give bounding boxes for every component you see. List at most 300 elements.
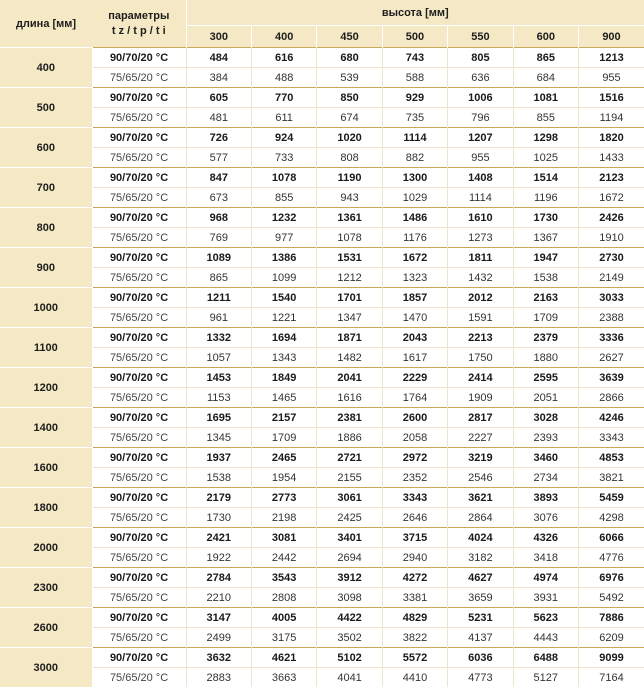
value-cell: 2627 xyxy=(579,348,644,368)
value-cell: 2694 xyxy=(317,548,382,568)
value-cell: 1695 xyxy=(186,408,251,428)
value-cell: 2041 xyxy=(317,368,382,388)
params-label: параметры xyxy=(92,9,186,24)
value-cell: 636 xyxy=(448,68,513,88)
value-cell: 2730 xyxy=(579,248,644,268)
value-cell: 2499 xyxy=(186,628,251,648)
value-cell: 1709 xyxy=(513,308,578,328)
value-cell: 2051 xyxy=(513,388,578,408)
params-sub: t z / t p / t i xyxy=(92,24,186,39)
value-cell: 6209 xyxy=(579,628,644,648)
value-cell: 588 xyxy=(382,68,447,88)
value-cell: 3033 xyxy=(579,288,644,308)
table-row xyxy=(0,68,644,88)
height-900: 900 xyxy=(579,26,644,48)
value-cell: 616 xyxy=(251,48,316,68)
value-cell: 5623 xyxy=(513,608,578,628)
value-cell: 4829 xyxy=(382,608,447,628)
params-header xyxy=(92,0,186,48)
value-cell: 3663 xyxy=(251,668,316,687)
value-cell: 2352 xyxy=(382,468,447,488)
value-cell: 1617 xyxy=(382,348,447,368)
table-row xyxy=(0,428,644,448)
value-cell: 2163 xyxy=(513,288,578,308)
value-cell: 4773 xyxy=(448,668,513,687)
value-cell: 1345 xyxy=(186,428,251,448)
value-cell: 2155 xyxy=(317,468,382,488)
length-cell: 2300 xyxy=(0,568,92,608)
length-cell: 3000 xyxy=(0,648,92,687)
value-cell: 743 xyxy=(382,48,447,68)
value-cell: 1273 xyxy=(448,228,513,248)
table-row xyxy=(0,228,644,248)
value-cell: 1408 xyxy=(448,168,513,188)
value-cell: 6036 xyxy=(448,648,513,668)
value-cell: 1730 xyxy=(513,208,578,228)
value-cell: 1453 xyxy=(186,368,251,388)
value-cell: 1910 xyxy=(579,228,644,248)
param-cell: 90/70/20 °C xyxy=(92,568,186,588)
value-cell: 2721 xyxy=(317,448,382,468)
param-cell: 90/70/20 °C xyxy=(92,48,186,68)
table-row xyxy=(0,508,644,528)
param-cell: 75/65/20 °C xyxy=(92,188,186,208)
table-row xyxy=(0,588,644,608)
table-body xyxy=(0,48,644,687)
value-cell: 769 xyxy=(186,228,251,248)
value-cell: 1343 xyxy=(251,348,316,368)
value-cell: 4137 xyxy=(448,628,513,648)
table-row xyxy=(0,188,644,208)
value-cell: 3621 xyxy=(448,488,513,508)
height-300: 300 xyxy=(186,26,251,48)
value-cell: 488 xyxy=(251,68,316,88)
value-cell: 3182 xyxy=(448,548,513,568)
value-cell: 2425 xyxy=(317,508,382,528)
length-header: длина [мм] xyxy=(0,0,92,48)
value-cell: 955 xyxy=(579,68,644,88)
value-cell: 1465 xyxy=(251,388,316,408)
value-cell: 4041 xyxy=(317,668,382,687)
value-cell: 1616 xyxy=(317,388,382,408)
value-cell: 1922 xyxy=(186,548,251,568)
value-cell: 1323 xyxy=(382,268,447,288)
value-cell: 384 xyxy=(186,68,251,88)
value-cell: 2784 xyxy=(186,568,251,588)
value-cell: 9099 xyxy=(579,648,644,668)
height-600: 600 xyxy=(513,26,578,48)
length-cell: 2600 xyxy=(0,608,92,648)
value-cell: 1610 xyxy=(448,208,513,228)
value-cell: 2442 xyxy=(251,548,316,568)
value-cell: 4621 xyxy=(251,648,316,668)
param-cell: 90/70/20 °C xyxy=(92,288,186,308)
value-cell: 855 xyxy=(251,188,316,208)
value-cell: 3822 xyxy=(382,628,447,648)
value-cell: 3175 xyxy=(251,628,316,648)
value-cell: 1176 xyxy=(382,228,447,248)
value-cell: 847 xyxy=(186,168,251,188)
value-cell: 3219 xyxy=(448,448,513,468)
value-cell: 1300 xyxy=(382,168,447,188)
value-cell: 3931 xyxy=(513,588,578,608)
length-cell: 700 xyxy=(0,168,92,208)
value-cell: 1089 xyxy=(186,248,251,268)
value-cell: 955 xyxy=(448,148,513,168)
value-cell: 1811 xyxy=(448,248,513,268)
value-cell: 2198 xyxy=(251,508,316,528)
value-cell: 1025 xyxy=(513,148,578,168)
table-row xyxy=(0,328,644,348)
value-cell: 4298 xyxy=(579,508,644,528)
value-cell: 2229 xyxy=(382,368,447,388)
value-cell: 1857 xyxy=(382,288,447,308)
value-cell: 808 xyxy=(317,148,382,168)
value-cell: 2595 xyxy=(513,368,578,388)
value-cell: 1694 xyxy=(251,328,316,348)
value-cell: 3639 xyxy=(579,368,644,388)
value-cell: 4410 xyxy=(382,668,447,687)
value-cell: 2421 xyxy=(186,528,251,548)
height-500: 500 xyxy=(382,26,447,48)
value-cell: 2864 xyxy=(448,508,513,528)
value-cell: 1078 xyxy=(251,168,316,188)
param-cell: 90/70/20 °C xyxy=(92,128,186,148)
value-cell: 3659 xyxy=(448,588,513,608)
value-cell: 3401 xyxy=(317,528,382,548)
param-cell: 90/70/20 °C xyxy=(92,368,186,388)
value-cell: 968 xyxy=(186,208,251,228)
value-cell: 1029 xyxy=(382,188,447,208)
value-cell: 3893 xyxy=(513,488,578,508)
value-cell: 1880 xyxy=(513,348,578,368)
value-cell: 1538 xyxy=(186,468,251,488)
value-cell: 3502 xyxy=(317,628,382,648)
value-cell: 2646 xyxy=(382,508,447,528)
value-cell: 3543 xyxy=(251,568,316,588)
table-row xyxy=(0,468,644,488)
value-cell: 1332 xyxy=(186,328,251,348)
value-cell: 6976 xyxy=(579,568,644,588)
value-cell: 1207 xyxy=(448,128,513,148)
param-cell: 75/65/20 °C xyxy=(92,388,186,408)
value-cell: 1298 xyxy=(513,128,578,148)
value-cell: 1081 xyxy=(513,88,578,108)
value-cell: 1764 xyxy=(382,388,447,408)
value-cell: 2734 xyxy=(513,468,578,488)
param-cell: 75/65/20 °C xyxy=(92,428,186,448)
value-cell: 1190 xyxy=(317,168,382,188)
value-cell: 5231 xyxy=(448,608,513,628)
value-cell: 4326 xyxy=(513,528,578,548)
value-cell: 3632 xyxy=(186,648,251,668)
length-cell: 1000 xyxy=(0,288,92,328)
table-row xyxy=(0,548,644,568)
table-row xyxy=(0,308,644,328)
length-cell: 600 xyxy=(0,128,92,168)
value-cell: 1386 xyxy=(251,248,316,268)
value-cell: 2388 xyxy=(579,308,644,328)
value-cell: 3147 xyxy=(186,608,251,628)
value-cell: 1486 xyxy=(382,208,447,228)
param-cell: 90/70/20 °C xyxy=(92,248,186,268)
value-cell: 1196 xyxy=(513,188,578,208)
param-cell: 90/70/20 °C xyxy=(92,488,186,508)
value-cell: 2179 xyxy=(186,488,251,508)
table-row xyxy=(0,528,644,548)
table-row xyxy=(0,108,644,128)
value-cell: 1432 xyxy=(448,268,513,288)
value-cell: 680 xyxy=(317,48,382,68)
header-row xyxy=(0,0,644,26)
param-cell: 90/70/20 °C xyxy=(92,168,186,188)
value-cell: 2866 xyxy=(579,388,644,408)
value-cell: 3028 xyxy=(513,408,578,428)
value-cell: 1886 xyxy=(317,428,382,448)
table-row xyxy=(0,348,644,368)
value-cell: 2210 xyxy=(186,588,251,608)
value-cell: 2546 xyxy=(448,468,513,488)
height-450: 450 xyxy=(317,26,382,48)
value-cell: 2043 xyxy=(382,328,447,348)
value-cell: 2123 xyxy=(579,168,644,188)
value-cell: 2817 xyxy=(448,408,513,428)
table-row xyxy=(0,668,644,687)
value-cell: 481 xyxy=(186,108,251,128)
value-cell: 1194 xyxy=(579,108,644,128)
table-row xyxy=(0,148,644,168)
value-cell: 684 xyxy=(513,68,578,88)
value-cell: 796 xyxy=(448,108,513,128)
value-cell: 3821 xyxy=(579,468,644,488)
value-cell: 977 xyxy=(251,228,316,248)
table-row xyxy=(0,288,644,308)
length-cell: 500 xyxy=(0,88,92,128)
length-cell: 400 xyxy=(0,48,92,88)
table-row xyxy=(0,168,644,188)
value-cell: 1367 xyxy=(513,228,578,248)
value-cell: 1221 xyxy=(251,308,316,328)
value-cell: 1114 xyxy=(382,128,447,148)
value-cell: 2808 xyxy=(251,588,316,608)
value-cell: 3912 xyxy=(317,568,382,588)
value-cell: 673 xyxy=(186,188,251,208)
table-row xyxy=(0,88,644,108)
value-cell: 1947 xyxy=(513,248,578,268)
table-row xyxy=(0,388,644,408)
value-cell: 1213 xyxy=(579,48,644,68)
param-cell: 90/70/20 °C xyxy=(92,648,186,668)
length-cell: 1800 xyxy=(0,488,92,528)
table-row xyxy=(0,368,644,388)
table-row xyxy=(0,208,644,228)
param-cell: 75/65/20 °C xyxy=(92,228,186,248)
height-header: высота [мм] xyxy=(186,0,644,26)
value-cell: 2227 xyxy=(448,428,513,448)
table-row xyxy=(0,448,644,468)
length-cell: 800 xyxy=(0,208,92,248)
height-550: 550 xyxy=(448,26,513,48)
value-cell: 5492 xyxy=(579,588,644,608)
param-cell: 90/70/20 °C xyxy=(92,408,186,428)
value-cell: 3081 xyxy=(251,528,316,548)
value-cell: 5102 xyxy=(317,648,382,668)
value-cell: 2600 xyxy=(382,408,447,428)
value-cell: 3098 xyxy=(317,588,382,608)
value-cell: 674 xyxy=(317,108,382,128)
value-cell: 850 xyxy=(317,88,382,108)
value-cell: 1672 xyxy=(579,188,644,208)
value-cell: 6488 xyxy=(513,648,578,668)
value-cell: 805 xyxy=(448,48,513,68)
value-cell: 605 xyxy=(186,88,251,108)
value-cell: 726 xyxy=(186,128,251,148)
table-row xyxy=(0,268,644,288)
table-row xyxy=(0,48,644,68)
value-cell: 735 xyxy=(382,108,447,128)
value-cell: 1516 xyxy=(579,88,644,108)
param-cell: 75/65/20 °C xyxy=(92,108,186,128)
value-cell: 1078 xyxy=(317,228,382,248)
value-cell: 4853 xyxy=(579,448,644,468)
param-cell: 75/65/20 °C xyxy=(92,588,186,608)
table-row xyxy=(0,488,644,508)
value-cell: 2058 xyxy=(382,428,447,448)
param-cell: 75/65/20 °C xyxy=(92,308,186,328)
length-cell: 1100 xyxy=(0,328,92,368)
value-cell: 1211 xyxy=(186,288,251,308)
value-cell: 3460 xyxy=(513,448,578,468)
value-cell: 1730 xyxy=(186,508,251,528)
value-cell: 2393 xyxy=(513,428,578,448)
value-cell: 1057 xyxy=(186,348,251,368)
value-cell: 5459 xyxy=(579,488,644,508)
value-cell: 1750 xyxy=(448,348,513,368)
value-cell: 3076 xyxy=(513,508,578,528)
value-cell: 770 xyxy=(251,88,316,108)
value-cell: 577 xyxy=(186,148,251,168)
value-cell: 2414 xyxy=(448,368,513,388)
value-cell: 1433 xyxy=(579,148,644,168)
value-cell: 1540 xyxy=(251,288,316,308)
param-cell: 75/65/20 °C xyxy=(92,68,186,88)
value-cell: 3381 xyxy=(382,588,447,608)
param-cell: 75/65/20 °C xyxy=(92,628,186,648)
length-cell: 1200 xyxy=(0,368,92,408)
value-cell: 2379 xyxy=(513,328,578,348)
value-cell: 3343 xyxy=(382,488,447,508)
value-cell: 1909 xyxy=(448,388,513,408)
value-cell: 1347 xyxy=(317,308,382,328)
value-cell: 4005 xyxy=(251,608,316,628)
value-cell: 865 xyxy=(513,48,578,68)
param-cell: 90/70/20 °C xyxy=(92,208,186,228)
value-cell: 733 xyxy=(251,148,316,168)
value-cell: 4422 xyxy=(317,608,382,628)
value-cell: 2381 xyxy=(317,408,382,428)
table-row xyxy=(0,408,644,428)
param-cell: 75/65/20 °C xyxy=(92,668,186,687)
param-cell: 90/70/20 °C xyxy=(92,528,186,548)
value-cell: 7886 xyxy=(579,608,644,628)
value-cell: 1114 xyxy=(448,188,513,208)
value-cell: 1482 xyxy=(317,348,382,368)
table-row xyxy=(0,628,644,648)
table-row xyxy=(0,128,644,148)
value-cell: 1538 xyxy=(513,268,578,288)
value-cell: 1232 xyxy=(251,208,316,228)
length-cell: 900 xyxy=(0,248,92,288)
value-cell: 1701 xyxy=(317,288,382,308)
value-cell: 1514 xyxy=(513,168,578,188)
value-cell: 3715 xyxy=(382,528,447,548)
value-cell: 4246 xyxy=(579,408,644,428)
value-cell: 2426 xyxy=(579,208,644,228)
param-cell: 75/65/20 °C xyxy=(92,548,186,568)
value-cell: 4627 xyxy=(448,568,513,588)
value-cell: 1470 xyxy=(382,308,447,328)
value-cell: 3336 xyxy=(579,328,644,348)
param-cell: 75/65/20 °C xyxy=(92,468,186,488)
value-cell: 1153 xyxy=(186,388,251,408)
value-cell: 5127 xyxy=(513,668,578,687)
param-cell: 90/70/20 °C xyxy=(92,88,186,108)
value-cell: 4272 xyxy=(382,568,447,588)
value-cell: 1361 xyxy=(317,208,382,228)
value-cell: 2972 xyxy=(382,448,447,468)
param-cell: 75/65/20 °C xyxy=(92,268,186,288)
length-cell: 1600 xyxy=(0,448,92,488)
value-cell: 1820 xyxy=(579,128,644,148)
value-cell: 7164 xyxy=(579,668,644,687)
length-cell: 1400 xyxy=(0,408,92,448)
value-cell: 3343 xyxy=(579,428,644,448)
value-cell: 4776 xyxy=(579,548,644,568)
value-cell: 5572 xyxy=(382,648,447,668)
value-cell: 2012 xyxy=(448,288,513,308)
value-cell: 2465 xyxy=(251,448,316,468)
param-cell: 90/70/20 °C xyxy=(92,448,186,468)
table-row xyxy=(0,648,644,668)
value-cell: 3418 xyxy=(513,548,578,568)
value-cell: 4443 xyxy=(513,628,578,648)
value-cell: 1709 xyxy=(251,428,316,448)
value-cell: 961 xyxy=(186,308,251,328)
value-cell: 2940 xyxy=(382,548,447,568)
value-cell: 2883 xyxy=(186,668,251,687)
value-cell: 1591 xyxy=(448,308,513,328)
param-cell: 75/65/20 °C xyxy=(92,508,186,528)
value-cell: 2213 xyxy=(448,328,513,348)
value-cell: 1672 xyxy=(382,248,447,268)
value-cell: 1020 xyxy=(317,128,382,148)
value-cell: 539 xyxy=(317,68,382,88)
length-cell: 2000 xyxy=(0,528,92,568)
value-cell: 2157 xyxy=(251,408,316,428)
value-cell: 855 xyxy=(513,108,578,128)
value-cell: 4024 xyxy=(448,528,513,548)
param-cell: 90/70/20 °C xyxy=(92,608,186,628)
value-cell: 484 xyxy=(186,48,251,68)
value-cell: 1531 xyxy=(317,248,382,268)
value-cell: 2773 xyxy=(251,488,316,508)
height-400: 400 xyxy=(251,26,316,48)
param-cell: 75/65/20 °C xyxy=(92,348,186,368)
value-cell: 1212 xyxy=(317,268,382,288)
value-cell: 865 xyxy=(186,268,251,288)
table-row xyxy=(0,568,644,588)
value-cell: 1099 xyxy=(251,268,316,288)
